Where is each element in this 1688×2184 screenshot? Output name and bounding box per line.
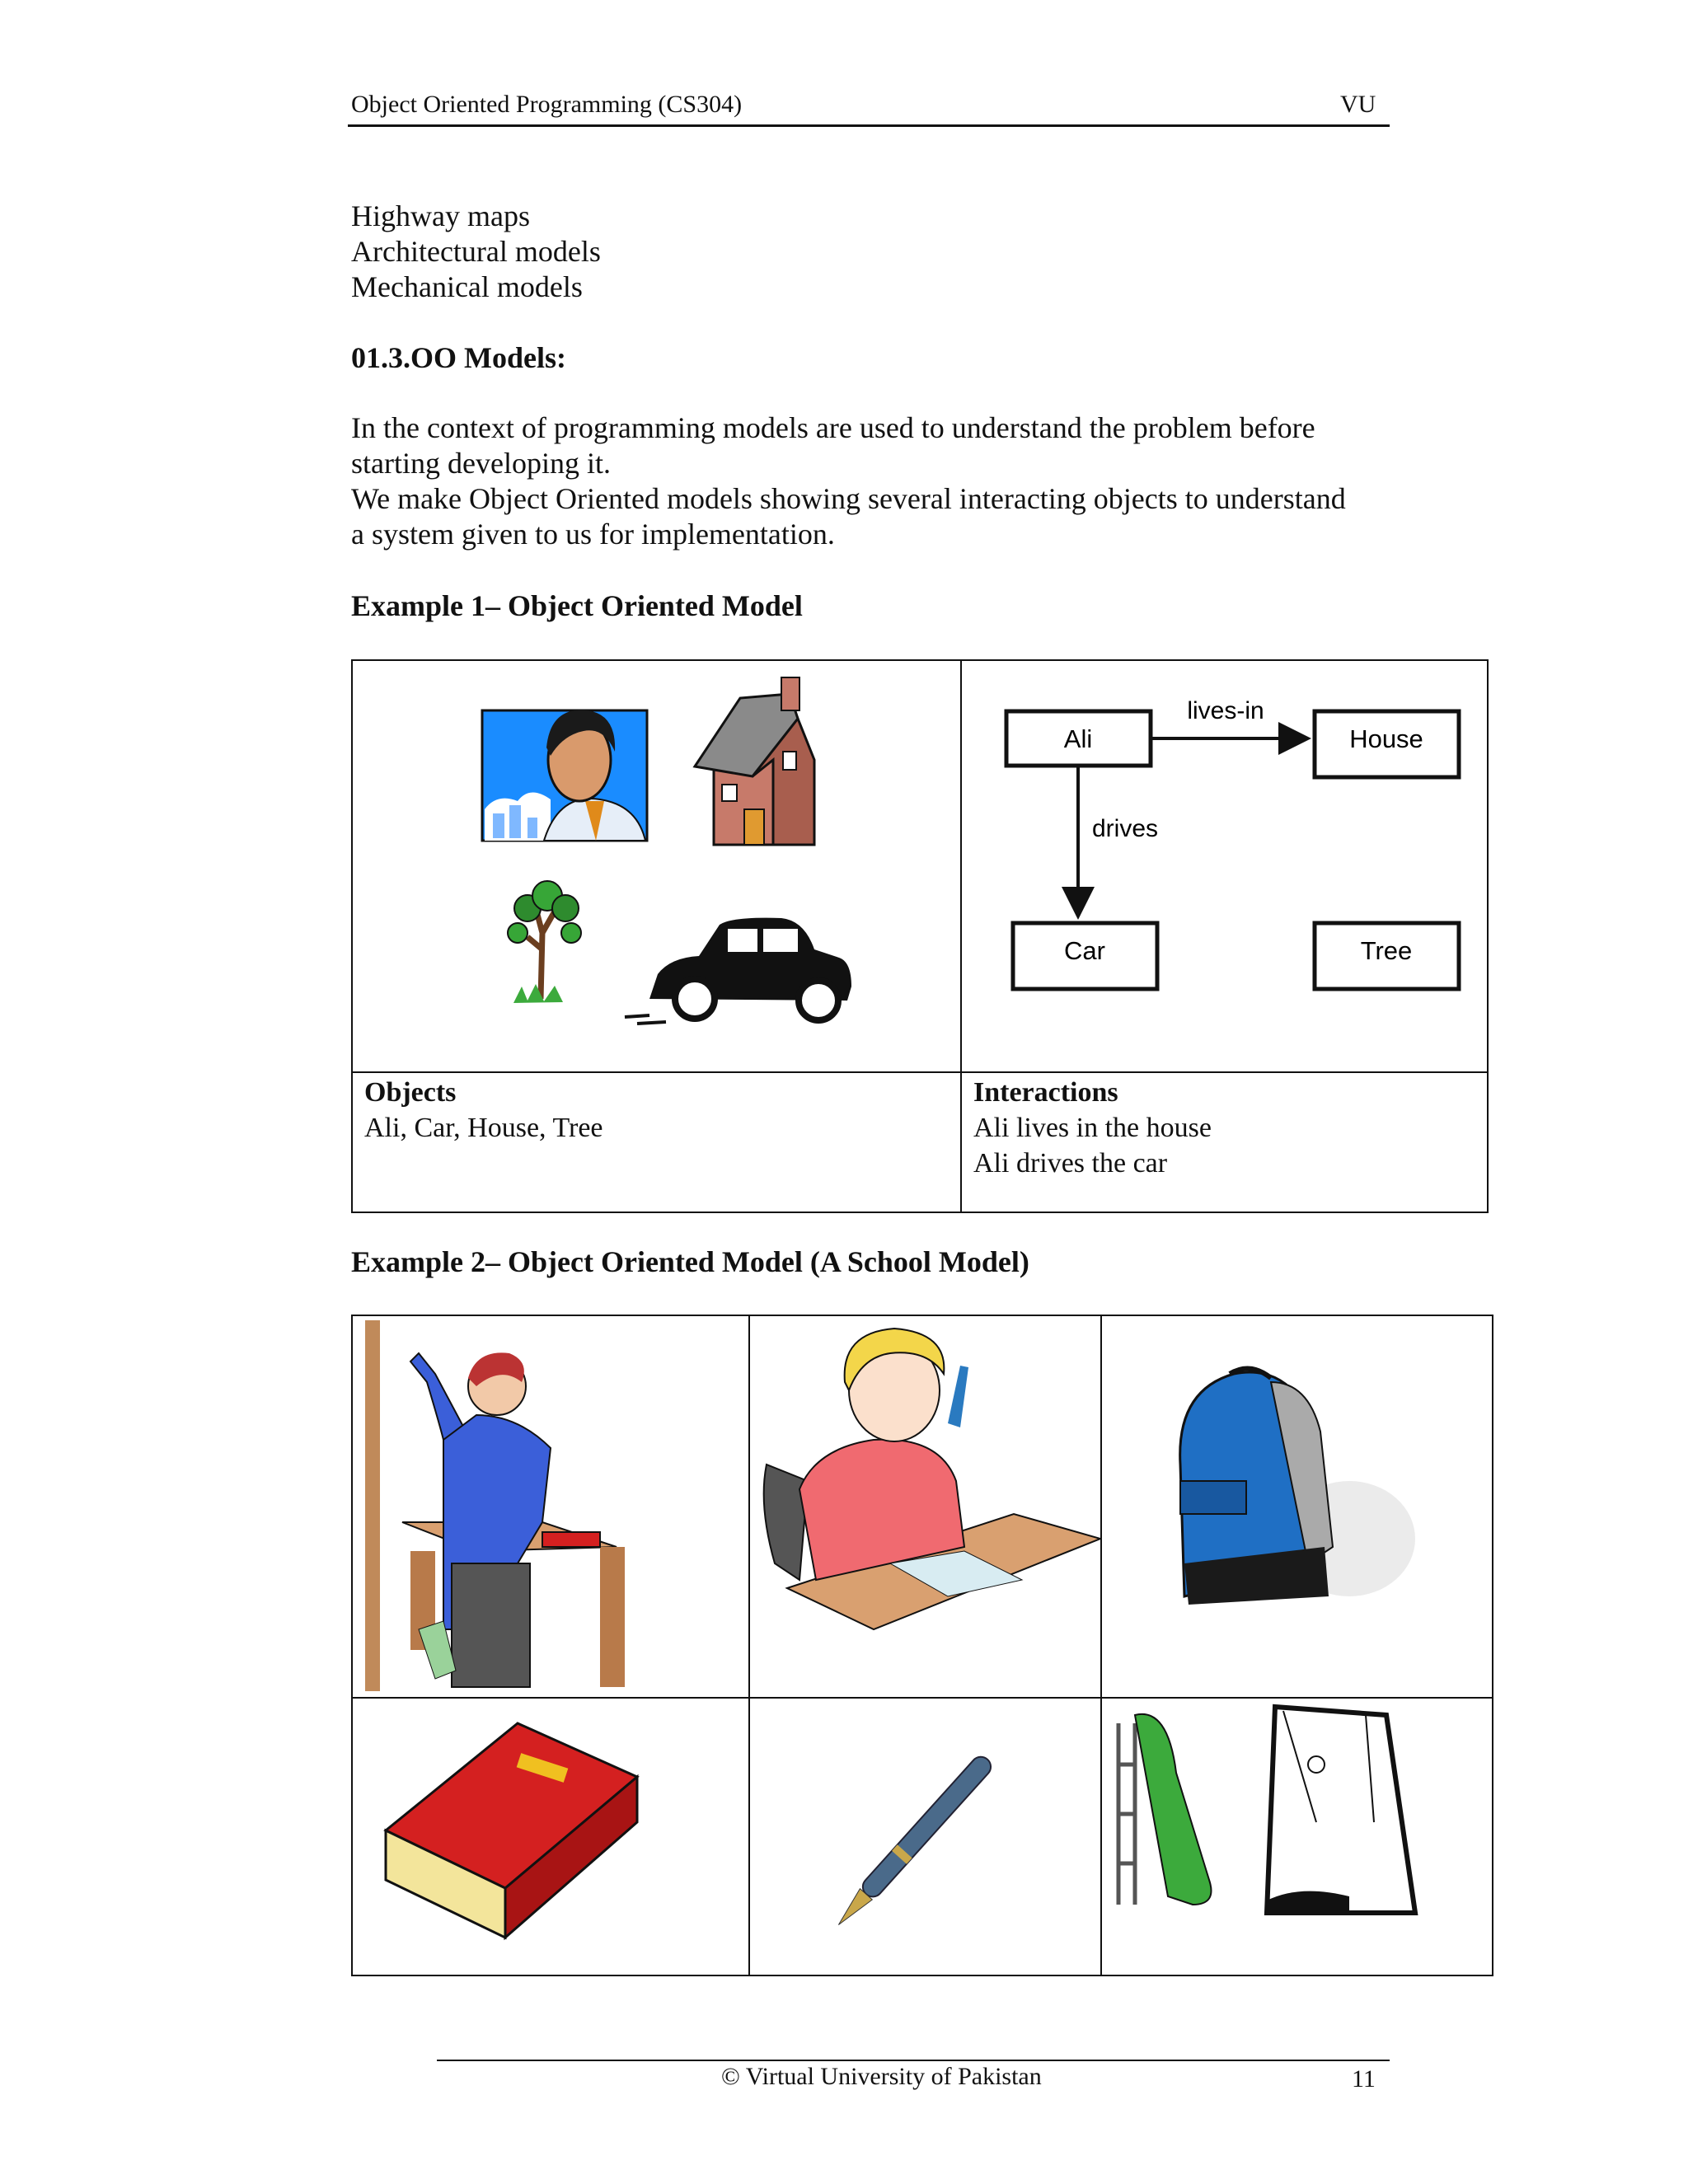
object-images-cell	[352, 660, 961, 1072]
objects-title: Objects	[364, 1077, 457, 1108]
student-cell	[749, 1315, 1101, 1698]
car-image	[625, 918, 851, 1024]
node-car-label: Car	[1064, 936, 1105, 965]
footer-copyright: © Virtual University of Pakistan	[721, 2063, 1042, 2090]
interactions-title: Interactions	[973, 1077, 1118, 1108]
objects-cell	[352, 1072, 961, 1212]
interaction-diagram-cell	[961, 660, 1488, 1072]
interaction-line: Ali drives the car	[973, 1148, 1168, 1179]
teacher-image	[353, 1316, 748, 1693]
house-image	[695, 677, 814, 845]
book-image	[353, 1699, 748, 1971]
paragraph-line: In the context of programming models are used to understand the problem before	[351, 411, 1315, 444]
object-pictures	[353, 661, 960, 1067]
intro-line: Architectural models	[351, 235, 601, 268]
footer-rule	[437, 2060, 1390, 2061]
tree-image	[508, 881, 581, 1003]
example1-table	[351, 659, 1489, 1213]
pen-image	[750, 1699, 1100, 1971]
running-header-title: Object Oriented Programming (CS304)	[351, 91, 743, 118]
interactions-cell	[961, 1072, 1488, 1212]
edge-drives-label: drives	[1092, 815, 1159, 842]
interaction-line: Ali lives in the house	[973, 1113, 1212, 1143]
paragraph-line: We make Object Oriented models showing several interacting objects to understand	[351, 482, 1346, 515]
objects-list: Ali, Car, House, Tree	[364, 1113, 603, 1143]
intro-list	[351, 199, 601, 305]
playground-image	[1102, 1699, 1492, 1971]
pen-cell	[749, 1698, 1101, 1975]
backpack-image	[1102, 1316, 1492, 1693]
header-rule	[348, 124, 1390, 127]
interaction-diagram	[962, 661, 1487, 1067]
example1-heading: Example 1– Object Oriented Model	[351, 589, 803, 622]
backpack-cell	[1101, 1315, 1493, 1698]
teacher-cell	[352, 1315, 749, 1698]
node-tree-label: Tree	[1360, 936, 1413, 965]
paragraph-line: a system given to us for implementation.	[351, 518, 835, 551]
example2-table	[351, 1315, 1493, 1976]
edge-lives-in-label: lives-in	[1187, 697, 1264, 724]
node-house-label: House	[1349, 724, 1423, 753]
man-image	[482, 710, 647, 841]
node-car	[1013, 923, 1157, 989]
intro-line: Highway maps	[351, 199, 530, 232]
running-header-vu: VU	[1340, 91, 1376, 118]
playground-cell	[1101, 1698, 1493, 1975]
section-heading: 01.3.OO Models:	[351, 341, 566, 374]
page-number: 11	[1352, 2065, 1376, 2093]
example2-heading: Example 2– Object Oriented Model (A School Model)	[351, 1245, 1029, 1278]
book-cell	[352, 1698, 749, 1975]
intro-line: Mechanical models	[351, 270, 583, 303]
node-house	[1315, 711, 1459, 777]
node-tree	[1315, 923, 1459, 989]
node-ali-label: Ali	[1063, 724, 1093, 753]
paragraph	[351, 410, 1346, 552]
student-image	[750, 1316, 1100, 1693]
node-ali	[1006, 711, 1151, 766]
paragraph-line: starting developing it.	[351, 447, 611, 480]
